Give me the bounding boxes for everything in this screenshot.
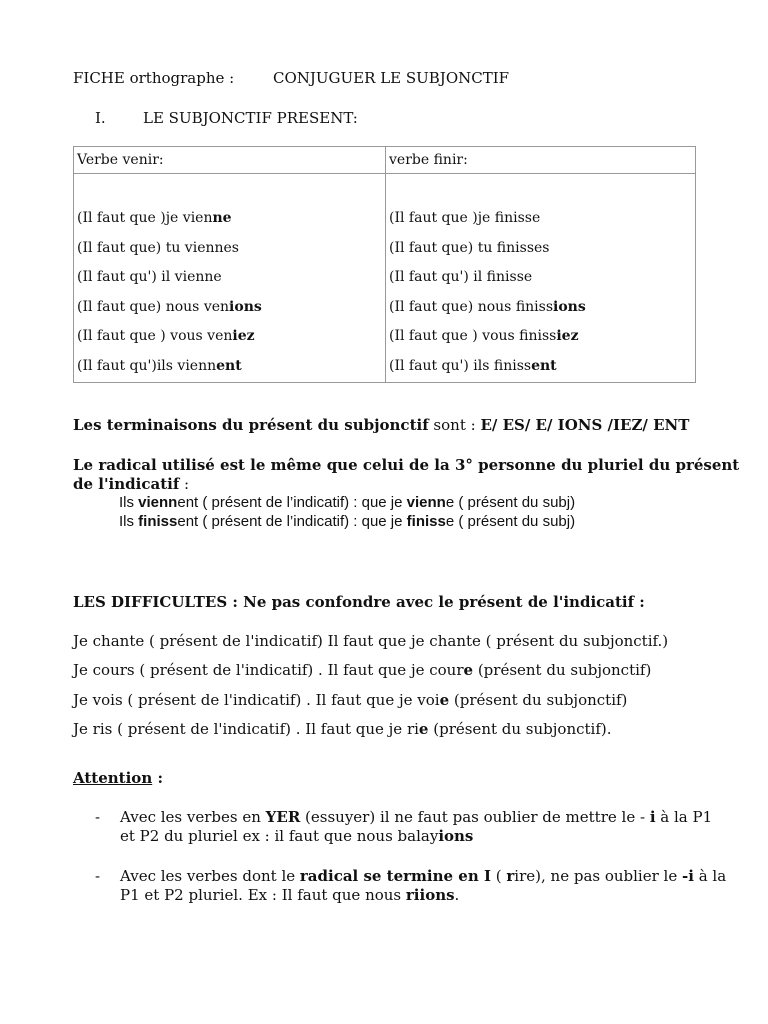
bullet1-line-1: Avec les verbes en YER (essuyer) il ne faut pas oublier de mettre le - i à la P1 xyxy=(120,808,713,826)
section-number: I. xyxy=(95,109,106,127)
difficulte-line: Je ris ( présent de l'indicatif) . Il faut que je rie (présent du subjonctif). xyxy=(73,720,612,738)
table-header-venir xyxy=(74,147,386,174)
difficulte-line: Je vois ( présent de l'indicatif) . Il faut que je voie (présent du subjonctif) xyxy=(73,691,628,709)
bullet2-line-2: P1 et P2 pluriel. Ex : Il faut que nous riions. xyxy=(120,886,460,904)
attention-heading: Attention : xyxy=(73,769,163,787)
conj-line: (Il faut que )je vienne xyxy=(77,210,232,226)
conj-line: (Il faut que ) vous veniez xyxy=(77,328,255,344)
conj-line: (Il faut que) tu finisses xyxy=(389,239,550,256)
conj-line: (Il faut que ) vous finissiez xyxy=(389,328,579,344)
difficulte-line: Je chante ( présent de l'indicatif) Il faut que je chante ( présent du subjonctif.) xyxy=(73,632,669,650)
conj-line: (Il faut que )je finisse xyxy=(389,210,541,226)
bullet2-line-1: Avec les verbes dont le radical se termine en I ( rire), ne pas oublier le -i à la xyxy=(120,867,727,885)
bullet1-line-2: et P2 du pluriel ex : il faut que nous balayions xyxy=(120,827,474,845)
conj-line: (Il faut qu') il finisse xyxy=(389,269,533,285)
header-finir-label: verbe finir: xyxy=(389,152,468,168)
radical-example-venir: Ils viennent ( présent de l’indicatif) : que je vienne ( présent du subj) xyxy=(119,494,576,511)
radical-example-finir: Ils finissent ( présent de l’indicatif) : que je finisse ( présent du subj) xyxy=(119,513,576,530)
bullet-dash: - xyxy=(95,867,101,885)
page-title: CONJUGUER LE SUBJONCTIF xyxy=(273,69,510,87)
section-title: LE SUBJONCTIF PRESENT: xyxy=(143,109,358,127)
conj-line: (Il faut qu') il vienne xyxy=(77,269,222,285)
conj-line: (Il faut qu') ils finissent xyxy=(389,357,557,374)
terminaisons-line: Les terminaisons du présent du subjonctif sont : E/ ES/ E/ IONS /IEZ/ ENT xyxy=(73,416,690,434)
radical-line-1: Le radical utilisé est le même que celui de la 3° personne du pluriel du présent xyxy=(73,456,740,474)
conjugation-table xyxy=(73,146,696,383)
finir-column xyxy=(386,174,696,383)
bullet-dash: - xyxy=(95,808,101,826)
conj-line: (Il faut que) nous venions xyxy=(77,298,262,315)
difficulte-line: Je cours ( présent de l'indicatif) . Il faut que je coure (présent du subjonctif) xyxy=(73,661,652,679)
conj-line: (Il faut que) tu viennes xyxy=(77,239,239,256)
radical-line-2: de l'indicatif : xyxy=(73,475,190,493)
header-label: FICHE orthographe : xyxy=(73,69,235,87)
difficultes-title: LES DIFFICULTES : Ne pas confondre avec le présent de l'indicatif : xyxy=(73,593,645,611)
venir-column xyxy=(74,174,386,383)
conj-line: (Il faut qu')ils viennent xyxy=(77,357,242,374)
header-venir-label: Verbe venir: xyxy=(77,152,164,168)
conj-line: (Il faut que) nous finissions xyxy=(389,298,586,315)
table-header-finir xyxy=(386,147,696,174)
